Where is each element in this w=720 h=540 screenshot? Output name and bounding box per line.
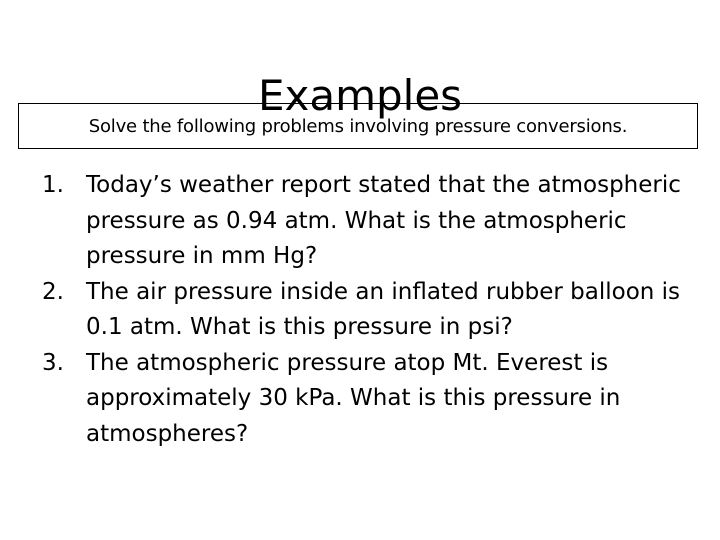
instruction-text: Solve the following problems involving pressure conversions. <box>88 115 628 137</box>
instruction-box <box>18 103 698 149</box>
problem-text: Today’s weather report stated that the atmospheric pressure as 0.94 atm. What is the atmospheric pressure in mm Hg? <box>86 172 681 269</box>
problem-number: 3. <box>42 349 64 376</box>
problem-item-1 <box>42 168 692 275</box>
slide-title: Examples <box>257 71 463 121</box>
problem-text: The air pressure inside an inflated rubber balloon is 0.1 atm. What is this pressure in psi? <box>86 278 681 340</box>
problem-number: 1. <box>42 172 64 198</box>
problem-text: The atmospheric pressure atop Mt. Everest is approximately 30 kPa. What is this pressure in atmospheres? <box>86 349 621 447</box>
problem-list <box>42 168 692 452</box>
problem-number: 2. <box>42 278 64 305</box>
problem-item-2 <box>42 275 692 346</box>
problem-item-3 <box>42 346 692 453</box>
